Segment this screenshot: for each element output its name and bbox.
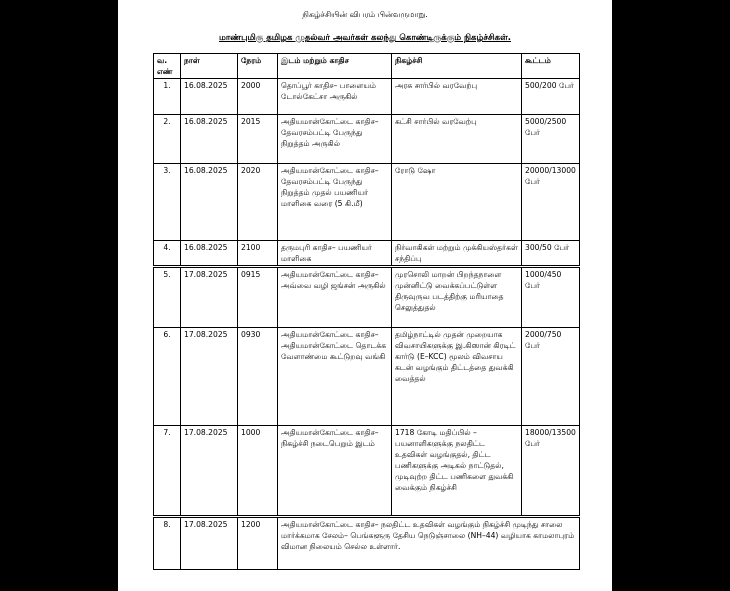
cell-crowd: 20000/13000 பேர் xyxy=(522,164,580,241)
cell-date: 16.08.2025 xyxy=(181,164,238,241)
cell-date: 16.08.2025 xyxy=(181,241,238,266)
cell-date: 17.08.2025 xyxy=(181,328,238,426)
cell-time: 2100 xyxy=(238,241,278,266)
cell-serial: 5. xyxy=(154,268,181,328)
cell-place: அதியமான்கோட்டை காதிச– அதியமான்கோட்டை தொடக்க வேளாண்மை கூட்டுறவு வங்கி xyxy=(278,328,392,426)
cell-serial: 6. xyxy=(154,328,181,426)
cell-event: முரசொலி மாறன் பிறந்தநாளை முன்னிட்டு வைக்கப்பட்டுள்ள திருவுருவ படத்திற்கு மரியாதை செலுத்துதல் xyxy=(392,268,522,328)
table-header-row xyxy=(154,54,580,79)
header-serial: வ. எண் xyxy=(154,54,181,79)
cell-serial: 1. xyxy=(154,79,181,115)
cell-serial: 8. xyxy=(154,518,181,570)
cell-date: 16.08.2025 xyxy=(181,79,238,115)
cell-crowd: 1000/450 பேர் xyxy=(522,268,580,328)
cell-place: தொப்பூர் காதிச– பாளையம் டோல்கேட்சா அருகில் xyxy=(278,79,392,115)
intro-text: நிகழ்ச்சியின் விபரம் பின்வருமாறு. xyxy=(302,10,428,19)
table-row xyxy=(154,268,580,328)
table-row xyxy=(154,79,580,115)
cell-crowd: 5000/2500 பேர் xyxy=(522,115,580,164)
table-row xyxy=(154,164,580,241)
cell-place: அதியமான்கோட்டை காதிச– தேவரசம்பட்டி பேருந்து நிறுத்தம் முதல் பயணியர் மாளிகை வரை (5 கி.மீ) xyxy=(278,164,392,241)
cell-time: 2000 xyxy=(238,79,278,115)
cell-event: ரோடு ஷோ xyxy=(392,164,522,241)
cell-event: தமிழ்நாட்டில் முதன் முறையாக விவசாயிகளுக்கு இ.கிஸான் கிரடிட் கார்டு (E–KCC) மூலம் விவசாய கடன் வழங்கும் திட்டத்தை துவக்கி வைத்தல் xyxy=(392,328,522,426)
cell-time: 2015 xyxy=(238,115,278,164)
cell-time: 0915 xyxy=(238,268,278,328)
table-row xyxy=(154,328,580,426)
header-event: நிகழ்ச்சி xyxy=(392,54,522,79)
cell-place: அதியமான்கோட்டை காதிச– அவ்வை வழி ஜங்சன் அருகில் xyxy=(278,268,392,328)
table-row xyxy=(154,518,580,570)
cell-serial: 4. xyxy=(154,241,181,266)
cell-event: கட்சி சார்பில் வரவேற்பு xyxy=(392,115,522,164)
cell-event: அரசு சார்பில் வரவேற்பு xyxy=(392,79,522,115)
cell-place: அதியமான்கோட்டை காதிச– தேவரசம்பட்டி பேருந்து நிறுத்தம் அருகில் xyxy=(278,115,392,164)
schedule-table xyxy=(153,53,580,570)
cell-date: 16.08.2025 xyxy=(181,115,238,164)
header-place: இடம் மற்றும் காதிச xyxy=(278,54,392,79)
header-time: நேரம் xyxy=(238,54,278,79)
document-page xyxy=(118,0,612,591)
cell-date: 17.08.2025 xyxy=(181,426,238,516)
header-crowd: கூட்டம் xyxy=(522,54,580,79)
cell-date: 17.08.2025 xyxy=(181,268,238,328)
cell-serial: 7. xyxy=(154,426,181,516)
cell-event: 1718 கோடி மதிப்பில் – பயனாளிகளுக்கு நலதிட்ட உதவிகள் வழங்குதல், திட்ட பணிகளுக்கு அடிகல் நாட்டுதல், முடிவுற்ற திட்ட பணிகளை துவக்கி வைக்கும் நிகழ்ச்சி xyxy=(392,426,522,516)
cell-date: 17.08.2025 xyxy=(181,518,238,570)
cell-event: நிர்வாகிகள் மற்றும் முக்கியஸ்தர்கள் சந்திப்பு xyxy=(392,241,522,266)
cell-place: அதியமான்கோட்டை காதிச– நிகழ்ச்சி நடைபெறும் இடம் xyxy=(278,426,392,516)
cell-merged-details: அதியமான்கோட்டை காதிச– நலதிட்ட உதவிகள் வழங்கும் நிகழ்ச்சி முடிந்து சாலை மார்க்கமாக சேலம்– பெங்களூரு தேசிய நெடுஞ்சாலை (NH–44) வழியாக காமலாபுரம் விமான நிலையம் செல்ல உள்ளார். xyxy=(278,518,580,570)
cell-serial: 3. xyxy=(154,164,181,241)
cell-time: 2020 xyxy=(238,164,278,241)
cell-crowd: 300/50 பேர் xyxy=(522,241,580,266)
page-heading: மாண்புமிகு தமிழக முதல்வர் அவர்கள் கலந்து கொண்டிருக்கும் நிகழ்ச்சிகள். xyxy=(218,33,512,43)
table-row xyxy=(154,115,580,164)
cell-serial: 2. xyxy=(154,115,181,164)
cell-time: 1200 xyxy=(238,518,278,570)
cell-crowd: 18000/13500 பேர் xyxy=(522,426,580,516)
cell-crowd: 500/200 பேர் xyxy=(522,79,580,115)
header-date: நாள் xyxy=(181,54,238,79)
cell-time: 0930 xyxy=(238,328,278,426)
cell-crowd: 2000/750 பேர் xyxy=(522,328,580,426)
table-row xyxy=(154,426,580,516)
cell-time: 1000 xyxy=(238,426,278,516)
cell-place: தருமபுரி காதிச– பயணியர் மாளிகை xyxy=(278,241,392,266)
table-row xyxy=(154,241,580,266)
